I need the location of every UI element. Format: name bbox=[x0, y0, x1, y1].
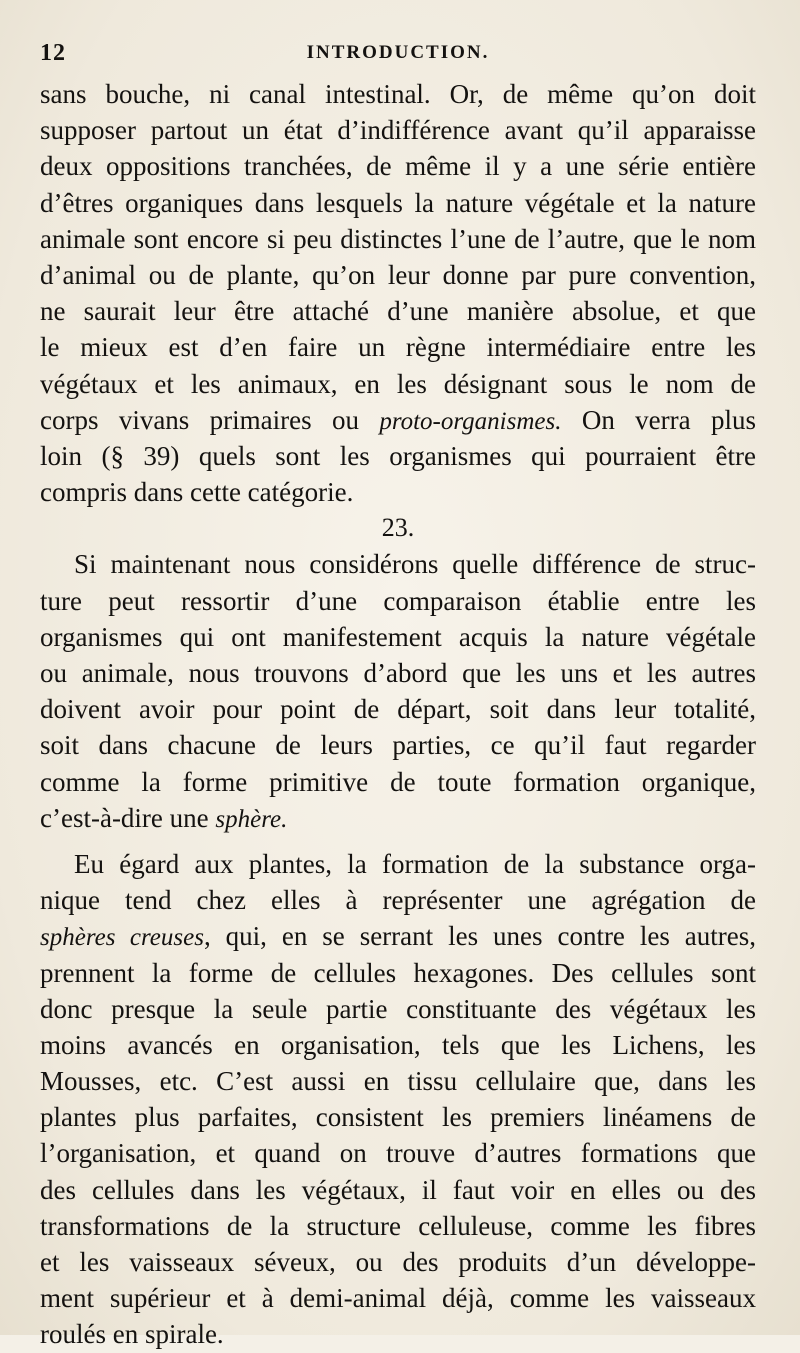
text-line: doivent avoir pour point de départ, soit dans leur totalité, bbox=[40, 694, 756, 725]
running-head: INTRODUCTION. bbox=[306, 42, 490, 63]
paragraph-1 bbox=[40, 76, 756, 510]
text-line: ou animale, nous trouvons d’abord que les uns et les autres bbox=[40, 658, 756, 688]
text-line: moins avancés en organisation, tels que les Lichens, les bbox=[40, 1029, 756, 1060]
text-line: donc presque la seule partie constituante des végétaux les bbox=[40, 993, 756, 1024]
text-line: plantes plus parfaites, consistent les premiers linéamens de bbox=[40, 1102, 756, 1133]
text-line: sans bouche, ni canal intestinal. Or, de même qu’on doit bbox=[40, 79, 756, 109]
italic-term: proto-organismes. bbox=[379, 407, 562, 435]
text-line: ne saurait leur être attaché d’une manière absolue, et que bbox=[40, 296, 756, 327]
text-line: roulés en spirale. bbox=[40, 1319, 224, 1350]
text-line: ment supérieur et à demi-animal déjà, comme les vaisseaux bbox=[40, 1283, 756, 1314]
text-run: On verra plus bbox=[561, 404, 756, 435]
italic-term: sphère. bbox=[215, 805, 288, 833]
text-line: Mousses, etc. C’est aussi en tissu cellulaire que, dans les bbox=[40, 1066, 756, 1097]
paragraph-3 bbox=[40, 846, 756, 1353]
text-line: compris dans cette catégorie. bbox=[40, 477, 354, 508]
body-text bbox=[40, 76, 756, 1353]
text-line: Eu égard aux plantes, la formation de la substance orga- bbox=[74, 848, 756, 879]
text-run: , qui, en se serrant les unes contre les autres, bbox=[203, 921, 757, 952]
text-line: nique tend chez elles à représenter une agrégation de bbox=[40, 885, 756, 916]
text-line: et les vaisseaux séveux, ou des produits d’un développe- bbox=[40, 1247, 756, 1277]
text-line: supposer partout un état d’indifférence avant qu’il apparaisse bbox=[40, 115, 756, 146]
page-header bbox=[40, 32, 756, 76]
page-number: 12 bbox=[40, 40, 66, 66]
text-line: des cellules dans les végétaux, il faut voir en elles ou des bbox=[40, 1174, 756, 1205]
text-run: c’est-à-dire une bbox=[40, 802, 216, 833]
paragraph-2 bbox=[40, 546, 756, 836]
text-line: d’animal ou de plante, qu’on leur donne par pure convention, bbox=[40, 259, 756, 290]
text-line: soit dans chacune de leurs parties, ce qu’il faut regarder bbox=[40, 730, 756, 761]
text-run: corps vivans primaires ou bbox=[40, 404, 380, 435]
text-line: ture peut ressortir d’une comparaison établie entre les bbox=[40, 585, 756, 616]
text-line: comme la forme primitive de toute formation organique, bbox=[40, 766, 756, 797]
text-line: organismes qui ont manifestement acquis la nature végétale bbox=[40, 621, 756, 652]
text-line bbox=[40, 918, 756, 954]
text-line: loin (§ 39) quels sont les organismes qui pourraient être bbox=[40, 440, 756, 471]
text-line: d’êtres organiques dans lesquels la nature végétale et la nature bbox=[40, 187, 756, 218]
italic-term: sphères creuses bbox=[40, 924, 204, 952]
text-line: deux oppositions tranchées, de même il y a une série entière bbox=[40, 151, 756, 182]
text-line: animale sont encore si peu distinctes l’une de l’autre, que le nom bbox=[40, 223, 756, 254]
section-number: 23. bbox=[381, 513, 415, 543]
text-line: le mieux est d’en faire un règne intermédiaire entre les bbox=[40, 332, 756, 363]
paragraph-gap bbox=[40, 836, 756, 846]
text-line: végétaux et les animaux, en les désignant sous le nom de bbox=[40, 368, 756, 399]
text-line: transformations de la structure celluleuse, comme les fibres bbox=[40, 1210, 756, 1241]
text-line bbox=[40, 800, 756, 836]
text-line bbox=[40, 402, 756, 438]
text-line: prennent la forme de cellules hexagones. Des cellules sont bbox=[40, 957, 756, 988]
text-line: l’organisation, et quand on trouve d’autres formations que bbox=[40, 1138, 756, 1169]
text-line: Si maintenant nous considérons quelle différence de struc- bbox=[74, 549, 756, 580]
